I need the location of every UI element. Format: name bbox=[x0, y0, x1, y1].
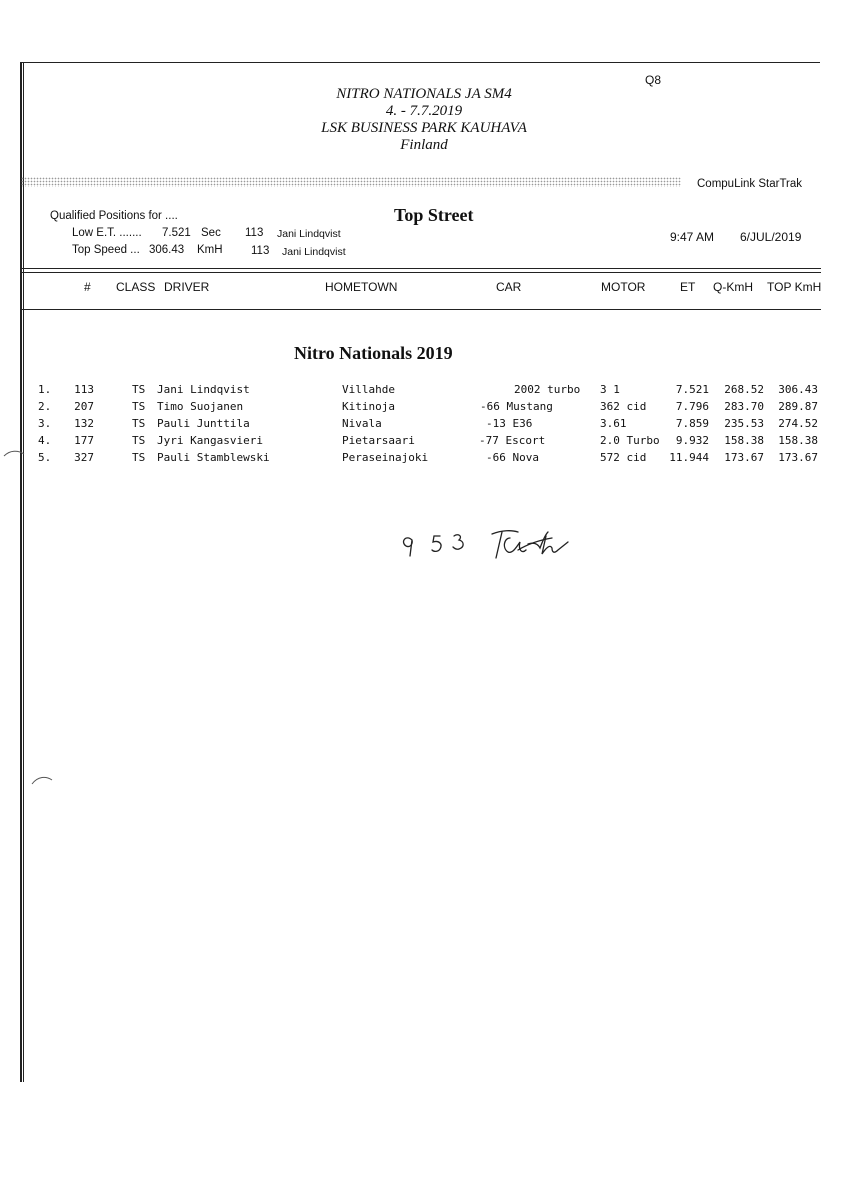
section-title: Nitro Nationals 2019 bbox=[294, 343, 453, 363]
cell-car: -66 Mustang bbox=[480, 400, 553, 413]
top-speed-car: 113 bbox=[251, 245, 270, 257]
event-country: Finland bbox=[400, 137, 448, 153]
cell-num: 177 bbox=[74, 434, 94, 447]
cell-class: TS bbox=[132, 417, 146, 430]
cell-pos: 2. bbox=[38, 400, 52, 413]
cell-driver: Jyri Kangasvieri bbox=[157, 434, 263, 447]
columns-rule bbox=[21, 309, 821, 310]
cell-pos: 1. bbox=[38, 383, 52, 396]
cell-hometown: Peraseinajoki bbox=[342, 451, 429, 464]
header-rule-top bbox=[21, 268, 821, 269]
cell-driver: Pauli Junttila bbox=[157, 417, 250, 430]
cell-qkmh: 283.70 bbox=[724, 400, 764, 413]
qualified-heading: Qualified Positions for .... bbox=[50, 210, 178, 222]
cell-et: 7.796 bbox=[675, 400, 709, 413]
low-et-label: Low E.T. ....... bbox=[72, 227, 142, 239]
cell-qkmh: 173.67 bbox=[724, 451, 764, 464]
form-code: Q8 bbox=[645, 73, 662, 87]
left-border-inner bbox=[23, 62, 24, 1082]
cell-car: -77 Escort bbox=[479, 434, 546, 447]
scan-mark bbox=[28, 770, 58, 795]
cell-class: TS bbox=[132, 434, 146, 447]
top-speed-driver: Jani Lindqvist bbox=[282, 246, 346, 258]
cell-motor: 362 cid bbox=[600, 400, 647, 413]
cell-et: 9.932 bbox=[675, 434, 709, 447]
cell-motor: 572 cid bbox=[600, 451, 647, 464]
report-date: 6/JUL/2019 bbox=[740, 230, 802, 244]
cell-et: 11.944 bbox=[669, 451, 709, 464]
cell-pos: 4. bbox=[38, 434, 52, 447]
handwritten-signature bbox=[400, 524, 590, 569]
cell-topkmh: 274.52 bbox=[778, 417, 818, 430]
report-time: 9:47 AM bbox=[670, 230, 715, 244]
col-driver: DRIVER bbox=[164, 280, 210, 294]
cell-driver: Timo Suojanen bbox=[157, 400, 244, 413]
low-et-driver: Jani Lindqvist bbox=[277, 228, 341, 240]
col-topkmh: TOP KmH bbox=[767, 280, 822, 294]
cell-class: TS bbox=[132, 451, 146, 464]
cell-pos: 3. bbox=[38, 417, 52, 430]
cell-topkmh: 289.87 bbox=[778, 400, 818, 413]
col-num: # bbox=[84, 280, 91, 294]
cell-driver: Pauli Stamblewski bbox=[157, 451, 270, 464]
cell-pos: 5. bbox=[38, 451, 52, 464]
low-et-value: 7.521 bbox=[162, 227, 191, 239]
top-speed-unit: KmH bbox=[197, 244, 223, 256]
cell-hometown: Nivala bbox=[342, 417, 382, 430]
event-venue: LSK BUSINESS PARK KAUHAVA bbox=[321, 120, 527, 136]
cell-motor: 2.0 Turbo bbox=[600, 434, 660, 447]
cell-hometown: Villahde bbox=[342, 383, 395, 396]
cell-driver: Jani Lindqvist bbox=[157, 383, 250, 396]
cell-class: TS bbox=[132, 400, 146, 413]
cell-car: -66 Nova bbox=[486, 451, 539, 464]
col-et: ET bbox=[680, 280, 696, 294]
cell-hometown: Pietarsaari bbox=[342, 434, 415, 447]
top-border bbox=[20, 62, 820, 63]
event-dates: 4. - 7.7.2019 bbox=[385, 103, 463, 119]
cell-num: 113 bbox=[74, 383, 94, 396]
cell-hometown: Kitinoja bbox=[342, 400, 395, 413]
cell-class: TS bbox=[132, 383, 146, 396]
cell-num: 327 bbox=[74, 451, 94, 464]
col-car: CAR bbox=[496, 280, 522, 294]
top-speed-label: Top Speed ... bbox=[72, 244, 140, 256]
cell-topkmh: 158.38 bbox=[778, 434, 818, 447]
col-hometown: HOMETOWN bbox=[325, 280, 398, 294]
low-et-unit: Sec bbox=[201, 227, 221, 239]
cell-motor: 3 1 bbox=[600, 383, 620, 396]
col-motor: MOTOR bbox=[601, 280, 646, 294]
dotted-separator bbox=[21, 177, 681, 187]
cell-num: 132 bbox=[74, 417, 94, 430]
left-border bbox=[20, 62, 22, 1082]
cell-motor: 3.61 bbox=[600, 417, 627, 430]
system-label: CompuLink StarTrak bbox=[697, 178, 803, 190]
cell-topkmh: 306.43 bbox=[778, 383, 818, 396]
class-title: Top Street bbox=[394, 205, 474, 225]
top-speed-value: 306.43 bbox=[149, 244, 185, 256]
event-title: NITRO NATIONALS JA SM4 bbox=[336, 86, 512, 102]
col-qkmh: Q-KmH bbox=[713, 280, 753, 294]
header-rule-mid bbox=[21, 272, 821, 273]
cell-et: 7.521 bbox=[675, 383, 709, 396]
cell-et: 7.859 bbox=[675, 417, 709, 430]
cell-topkmh: 173.67 bbox=[778, 451, 818, 464]
scan-mark bbox=[0, 440, 30, 485]
cell-car: -13 E36 bbox=[486, 417, 533, 430]
cell-qkmh: 235.53 bbox=[724, 417, 764, 430]
cell-car: 2002 turbo bbox=[514, 383, 581, 396]
cell-num: 207 bbox=[74, 400, 94, 413]
low-et-car: 113 bbox=[245, 227, 264, 239]
cell-qkmh: 158.38 bbox=[724, 434, 764, 447]
cell-qkmh: 268.52 bbox=[724, 383, 764, 396]
col-class: CLASS bbox=[116, 280, 156, 294]
